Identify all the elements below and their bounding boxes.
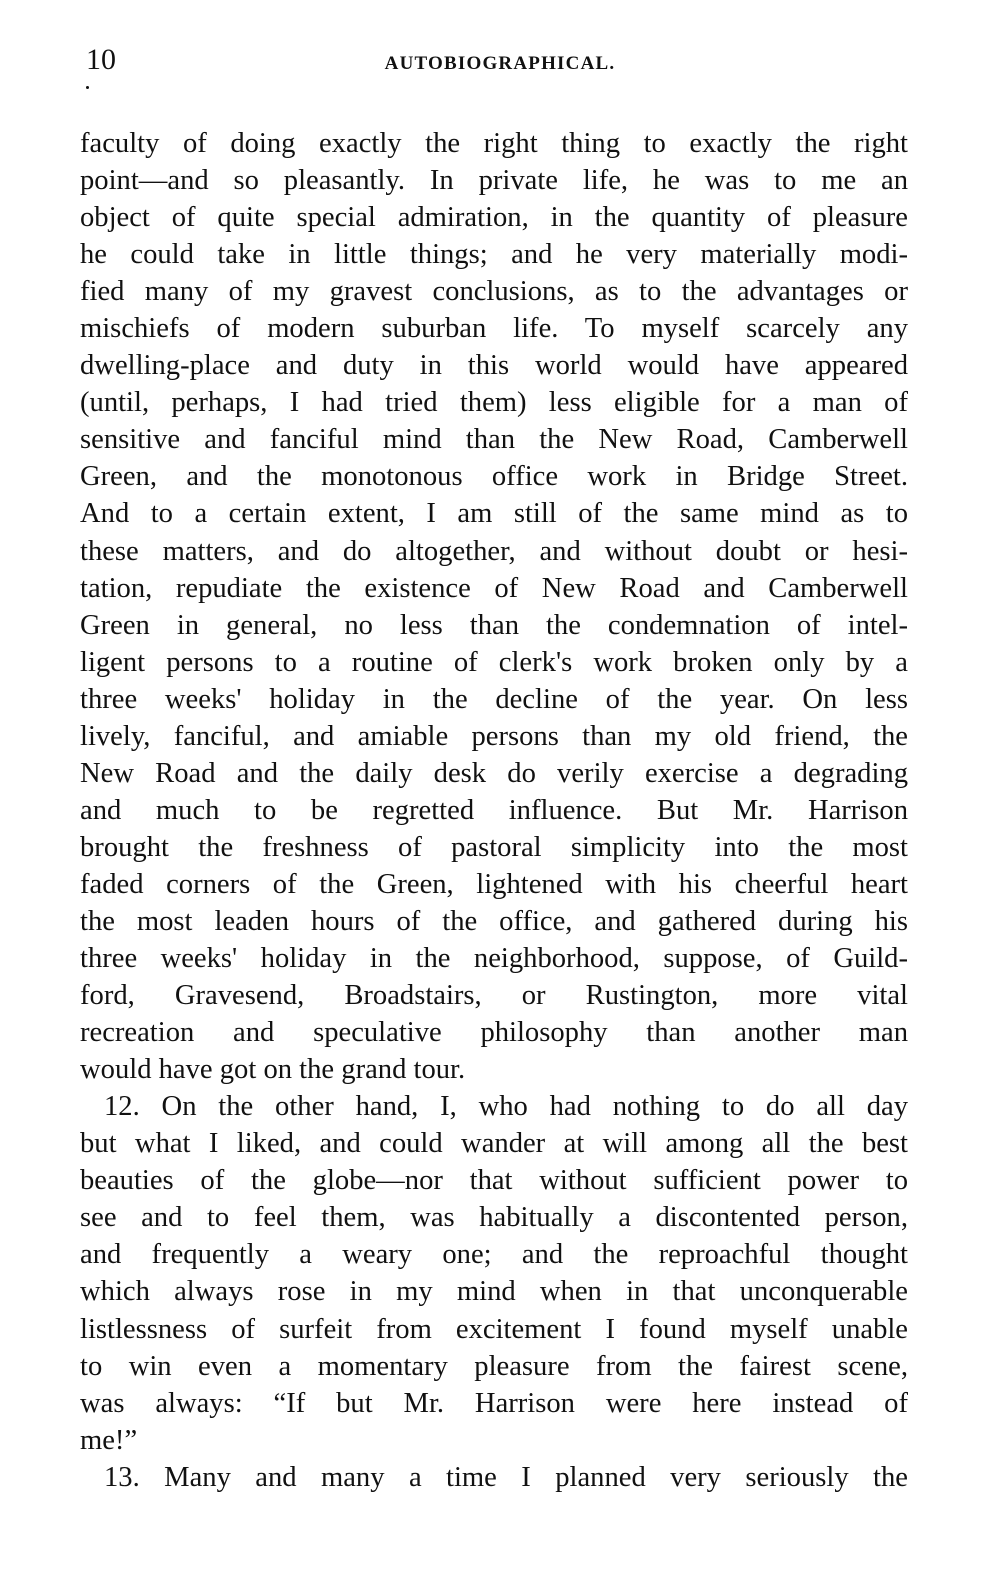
text-line: these matters, and do altogether, and without doubt or hesi-	[80, 535, 908, 567]
text-line: would have got on the grand tour.	[80, 1054, 466, 1086]
text-line: Green in general, no less than the condemnation of intel-	[80, 609, 908, 641]
text-line: which always rose in my mind when in that unconquerable	[80, 1276, 908, 1308]
text-line: faculty of doing exactly the right thing to exactly the right	[80, 128, 908, 159]
text-line: New Road and the daily desk do verily exercise a degrading	[80, 757, 908, 789]
text-line: but what I liked, and could wander at will among all the best	[80, 1128, 908, 1160]
text-line: object of quite special admiration, in the quantity of pleasure	[80, 202, 908, 234]
page-number: 10	[86, 43, 116, 76]
text-line: ford, Gravesend, Broadstairs, or Rustington, more vital	[80, 980, 908, 1012]
text-line: recreation and speculative philosophy than another man	[80, 1017, 908, 1049]
text-line: ligent persons to a routine of clerk's work broken only by a	[80, 646, 908, 678]
text-line: three weeks' holiday in the decline of the year. On less	[80, 683, 908, 715]
text-line: point—and so pleasantly. In private life, he was to me an	[80, 165, 908, 197]
text-line: the most leaden hours of the office, and gathered during his	[80, 905, 908, 937]
text-line: fied many of my gravest conclusions, as to the advantages or	[80, 276, 908, 308]
text-line: to win even a momentary pleasure from the fairest scene,	[80, 1350, 908, 1382]
text-line: mischiefs of modern suburban life. To myself scarcely any	[80, 313, 908, 345]
text-line: brought the freshness of pastoral simplicity into the most	[80, 831, 908, 863]
text-line: (until, perhaps, I had tried them) less eligible for a man of	[80, 387, 908, 419]
text-line: tation, repudiate the existence of New Road and Camberwell	[80, 572, 908, 604]
text-line: sensitive and fanciful mind than the New Road, Camberwell	[80, 424, 908, 456]
paragraph-start-line: 12. On the other hand, I, who had nothing to do all day	[104, 1091, 908, 1123]
text-line: Green, and the monotonous office work in Bridge Street.	[80, 461, 908, 493]
text-line: dwelling-place and duty in this world would have appeared	[80, 350, 908, 382]
print-speck	[86, 86, 89, 89]
text-line: faded corners of the Green, lightened with his cheerful heart	[80, 868, 908, 900]
text-line: he could take in little things; and he very materially modi-	[80, 239, 908, 271]
text-line: And to a certain extent, I am still of the same mind as to	[80, 498, 908, 530]
body-text	[80, 125, 908, 1496]
text-line: lively, fanciful, and amiable persons than my old friend, the	[80, 720, 908, 752]
text-line: see and to feel them, was habitually a discontented person,	[80, 1202, 908, 1234]
text-line: was always: “If but Mr. Harrison were here instead of	[80, 1387, 908, 1419]
text-line: and frequently a weary one; and the reproachful thought	[80, 1239, 908, 1271]
text-line: three weeks' holiday in the neighborhood, suppose, of Guild-	[80, 943, 908, 975]
text-line: me!”	[80, 1424, 138, 1456]
text-line: beauties of the globe—nor that without sufficient power to	[80, 1165, 908, 1197]
text-line: and much to be regretted influence. But Mr. Harrison	[80, 794, 908, 826]
text-line: listlessness of surfeit from excitement I found myself unable	[80, 1313, 908, 1345]
running-title: AUTOBIOGRAPHICAL.	[384, 53, 616, 74]
paragraph-start-line: 13. Many and many a time I planned very seriously the	[104, 1461, 908, 1493]
